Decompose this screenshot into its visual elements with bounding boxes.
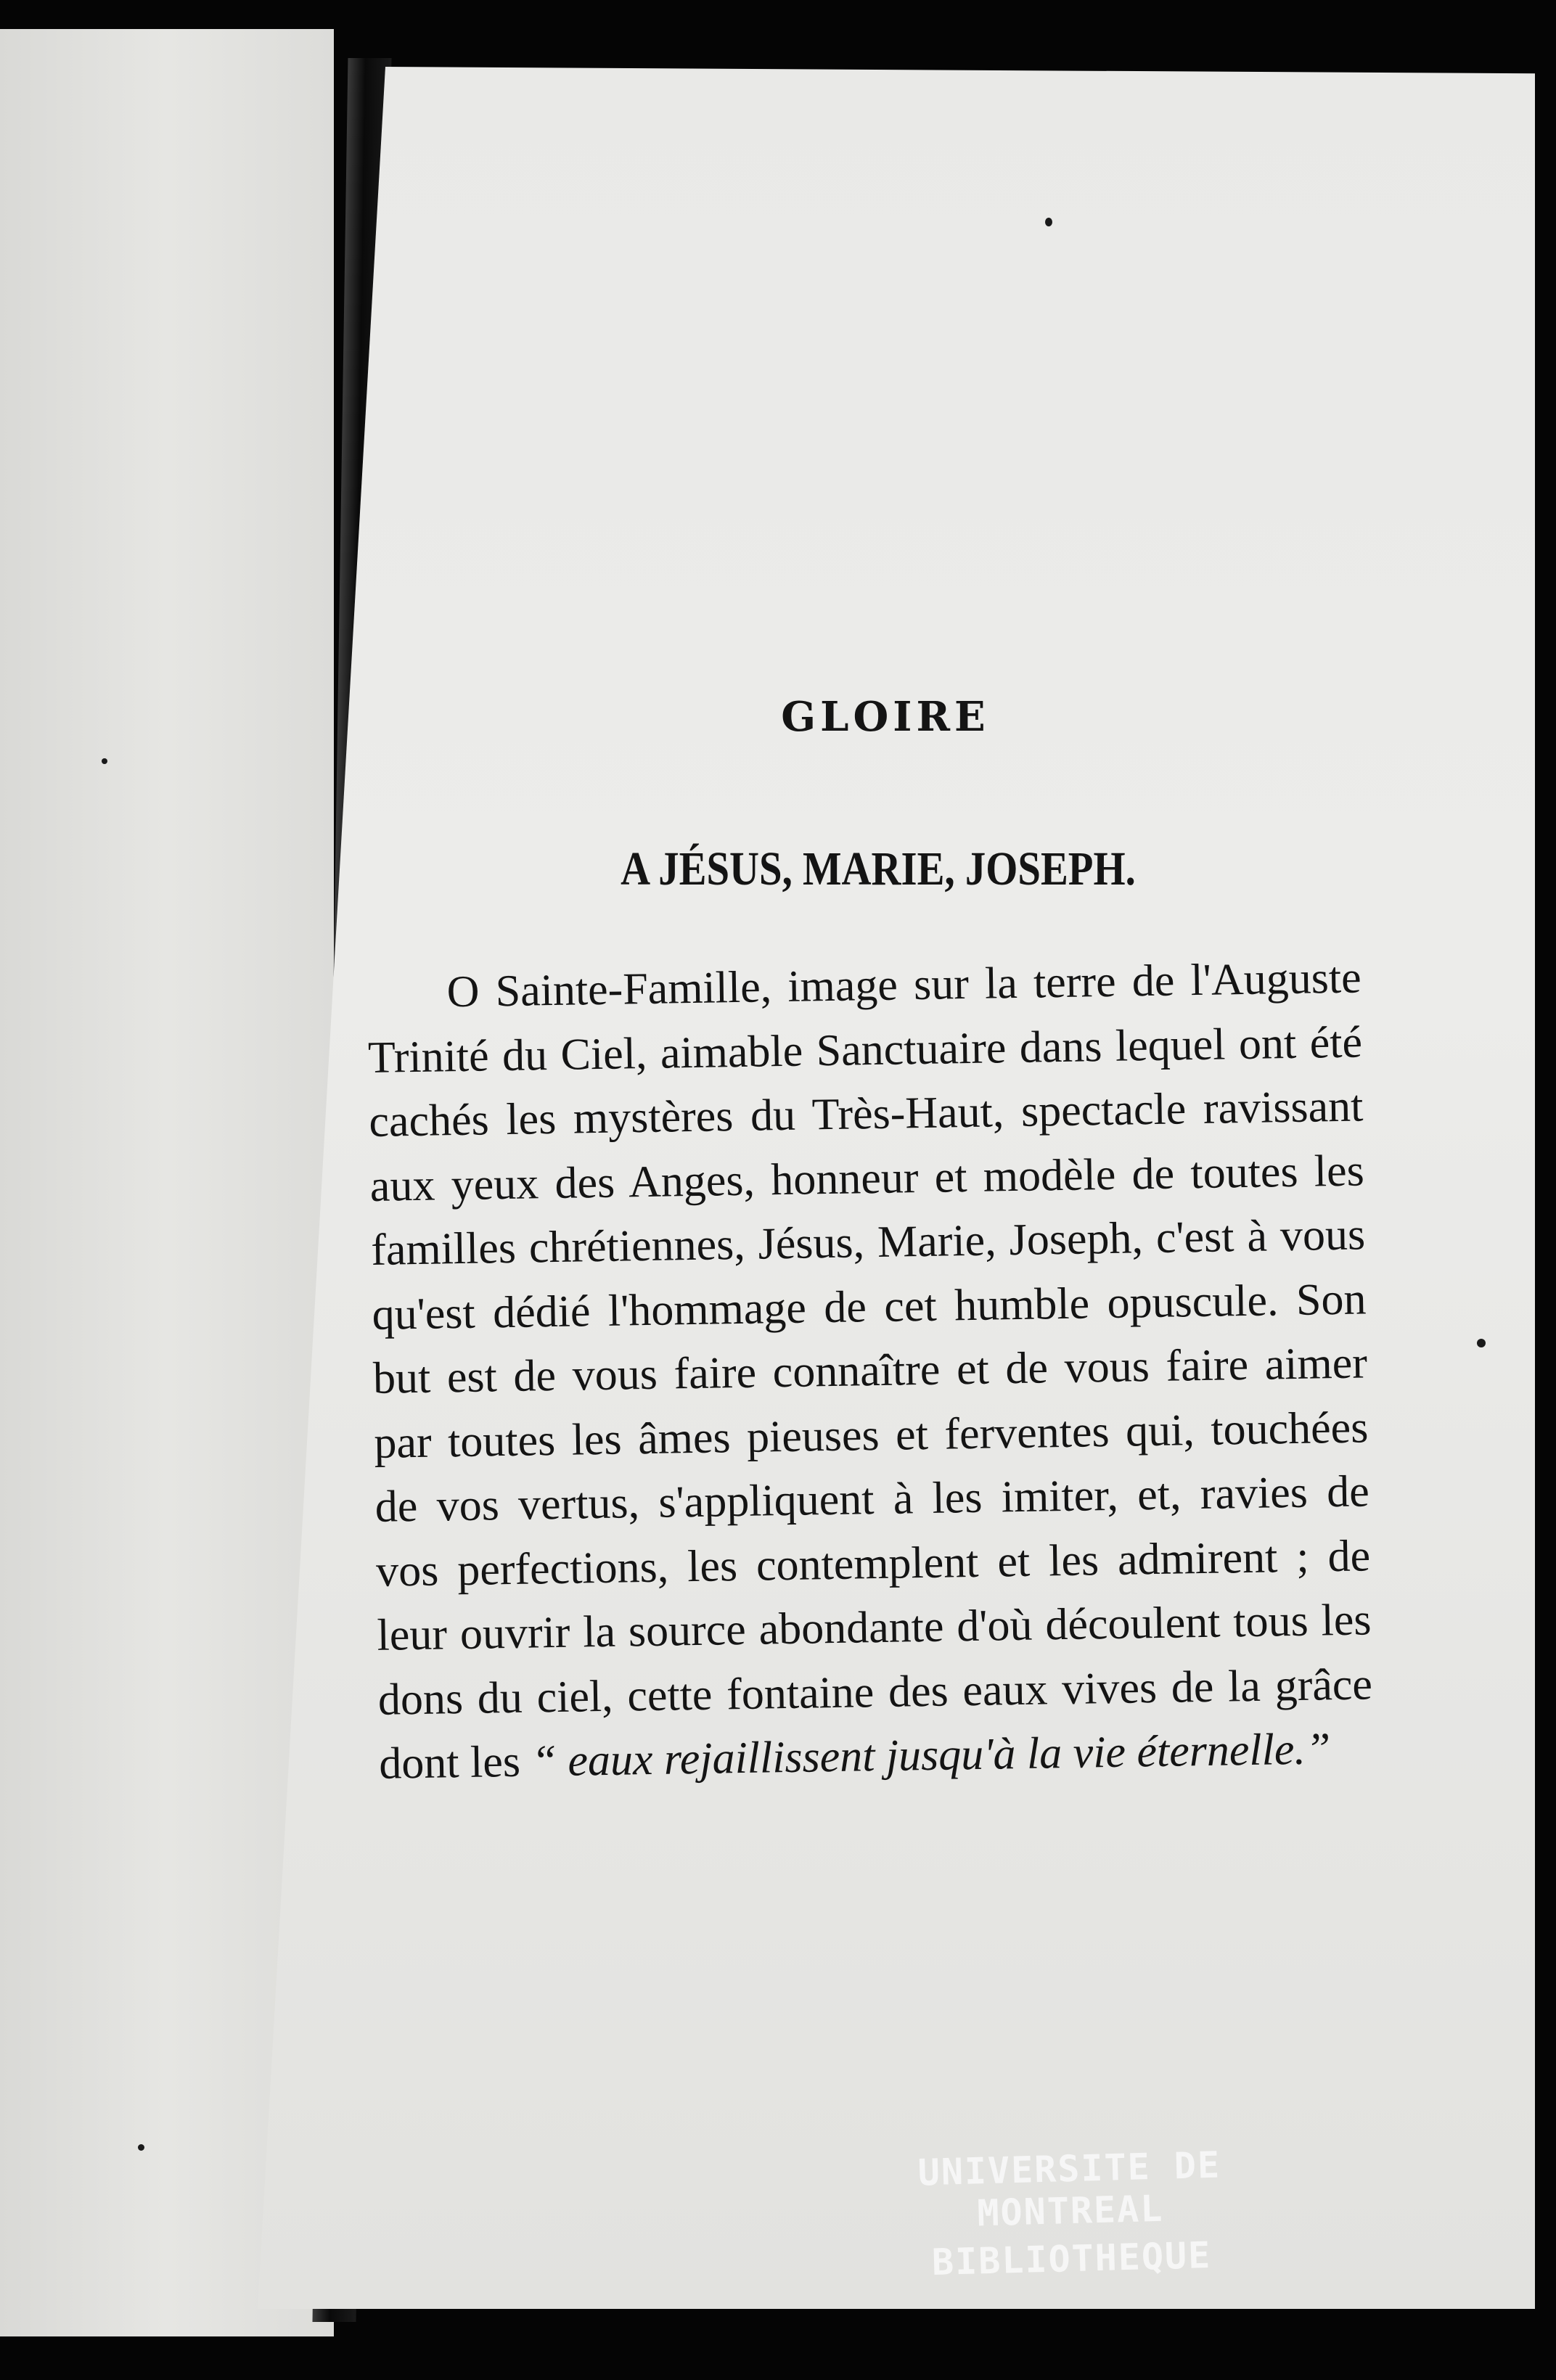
paper-speck (102, 758, 107, 764)
paper-speck (1045, 218, 1052, 226)
paper-speck (1477, 1339, 1486, 1347)
scripture-quote: “ eaux rejaillissent jusqu'à la vie éternelle.” (531, 1724, 1331, 1786)
dedication-title: A JÉSUS, MARIE, JOSEPH. (621, 842, 1136, 895)
stamp-line-1: UNIVERSITE DE MONTREAL (917, 2143, 1221, 2235)
stamp-line-2: BIBLIOTHEQUE (931, 2233, 1212, 2284)
paper-speck (138, 2144, 144, 2151)
library-stamp (822, 2141, 1319, 2286)
dedication-paragraph (367, 945, 1374, 1796)
paragraph-text: O Sainte-Famille, image sur la terre de l'Auguste Trinité du Ciel, aimable Sanctuaire dans lequel ont été cachés les mystères du Très-Haut, spectacle ravissant aux yeux des Anges, honneur et modèle de toutes les familles chrétiennes, Jésus, Marie, Joseph, c'est à vous qu'est dédié l'hommage de cet humble opuscule. Son but est de vous faire connaître et de vous faire aimer par toutes les âmes pieuses et ferventes qui, touchées de vos vertus, s'appliquent à les imiter, et, ravies de vos perfections, les contemplent et les admirent ; de leur ouvrir la source abondante d'où découlent tous les dons du ciel, cette fontaine des eaux vives de la grâce dont les (367, 953, 1373, 1789)
page-heading: GLOIRE (781, 693, 990, 741)
